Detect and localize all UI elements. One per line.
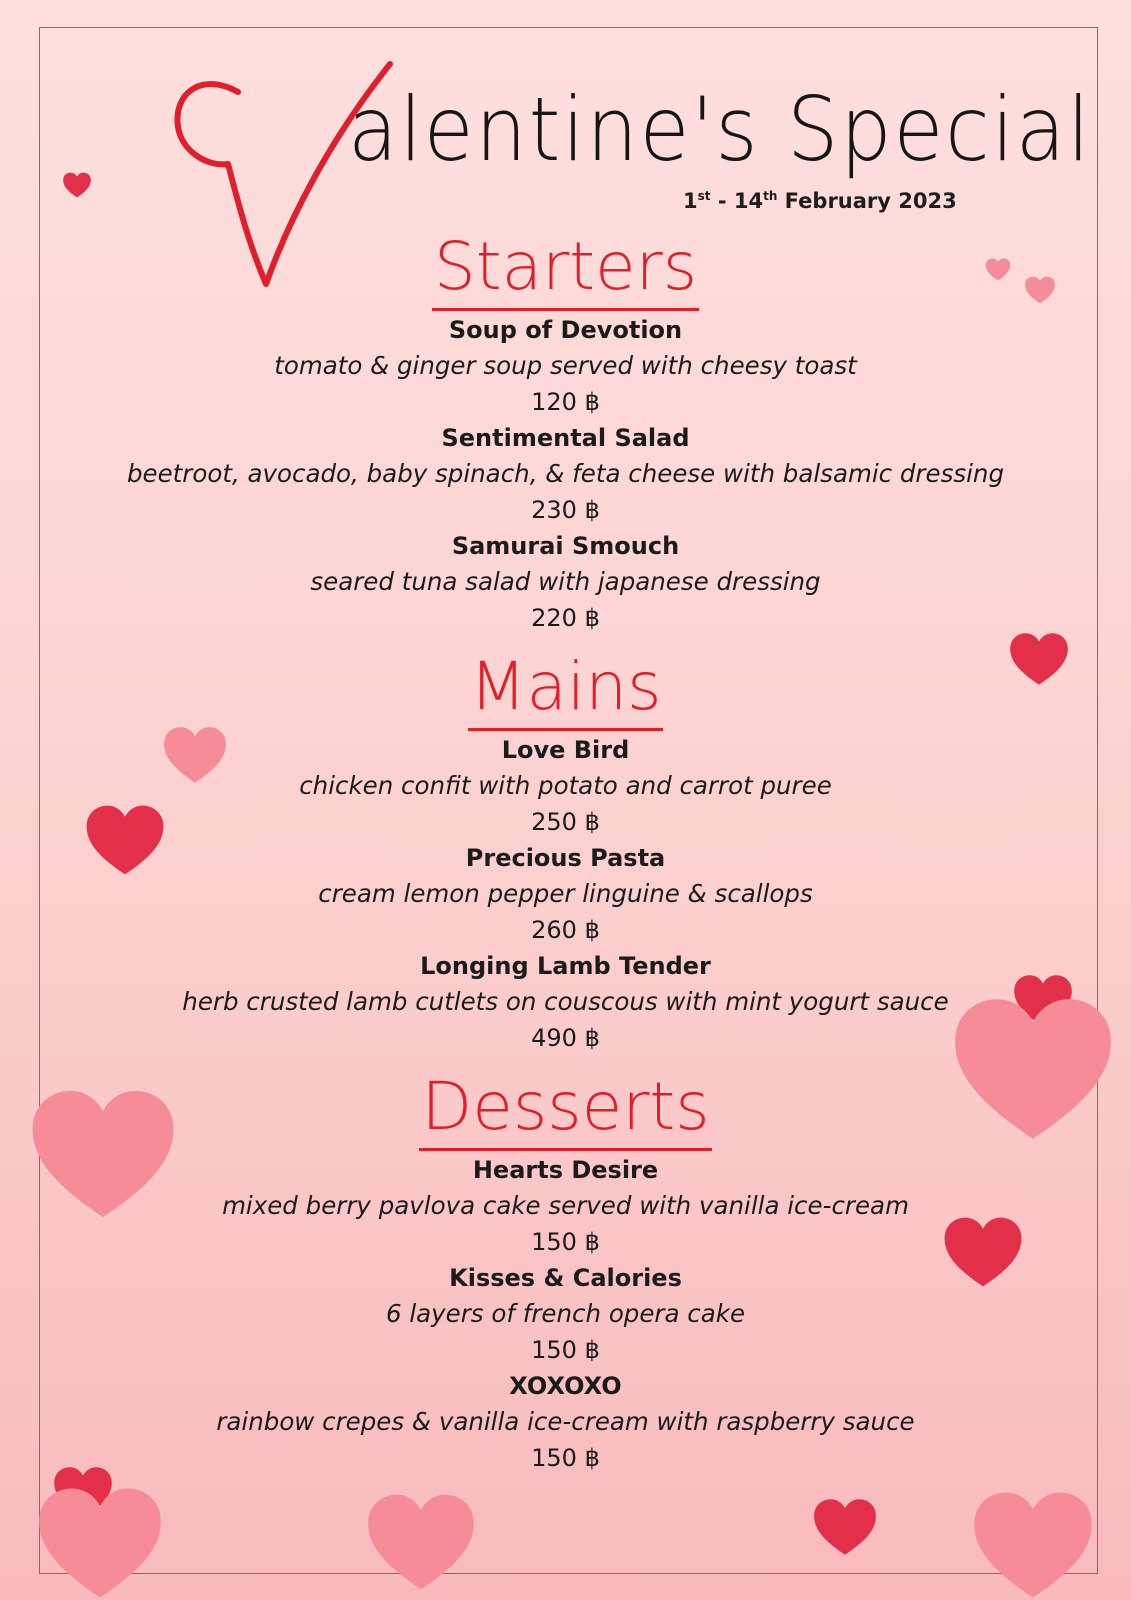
item-name: Hearts Desire (472, 1156, 659, 1184)
item-description: seared tuna salad with japanese dressing (310, 567, 821, 596)
item-description: cream lemon pepper linguine & scallops (318, 879, 813, 908)
item-description: beetroot, avocado, baby spinach, & feta cheese with balsamic dressing (126, 459, 1004, 488)
title-initial: V (168, 37, 179, 56)
item-name: Precious Pasta (465, 844, 666, 872)
item-price: 220 ฿ (531, 604, 600, 632)
item-description: chicken confit with potato and carrot puree (299, 771, 832, 800)
item-name: Samurai Smouch (451, 532, 680, 560)
item-description: 6 layers of french opera cake (385, 1299, 746, 1328)
heart-icon (958, 1490, 1108, 1600)
item-name: Kisses & Calories (449, 1264, 682, 1292)
page-title: alentine's Special (348, 78, 1092, 181)
section-title-starters: Starters (0, 234, 1131, 311)
item-price: 150 ฿ (531, 1336, 600, 1364)
section-title-mains: Mains (0, 654, 1131, 731)
item-description: tomato & ginger soup served with cheesy toast (274, 351, 857, 380)
item-description: herb crusted lamb cutlets on couscous with mint yogurt sauce (182, 987, 949, 1016)
item-name: XOXOXO (509, 1372, 622, 1400)
heart-icon (366, 1492, 476, 1592)
item-price: 150 ฿ (531, 1228, 600, 1256)
item-price: 490 ฿ (531, 1024, 600, 1052)
date-range: 1st - 14th February 2023 (683, 189, 957, 213)
item-price: 120 ฿ (531, 388, 600, 416)
item-price: 230 ฿ (531, 496, 600, 524)
item-description: rainbow crepes & vanilla ice-cream with raspberry sauce (216, 1407, 915, 1436)
item-name: Sentimental Salad (441, 424, 690, 452)
heart-icon (62, 172, 92, 198)
item-name: Love Bird (501, 736, 630, 764)
item-name: Soup of Devotion (448, 316, 683, 344)
item-price: 250 ฿ (531, 808, 600, 836)
item-price: 260 ฿ (531, 916, 600, 944)
section-title-desserts: Desserts (0, 1074, 1131, 1151)
item-name: Longing Lamb Tender (420, 952, 711, 980)
item-price: 150 ฿ (531, 1444, 600, 1472)
heart-icon (812, 1498, 878, 1556)
item-description: mixed berry pavlova cake served with vanilla ice-cream (222, 1191, 909, 1220)
heart-icon (18, 1486, 182, 1600)
